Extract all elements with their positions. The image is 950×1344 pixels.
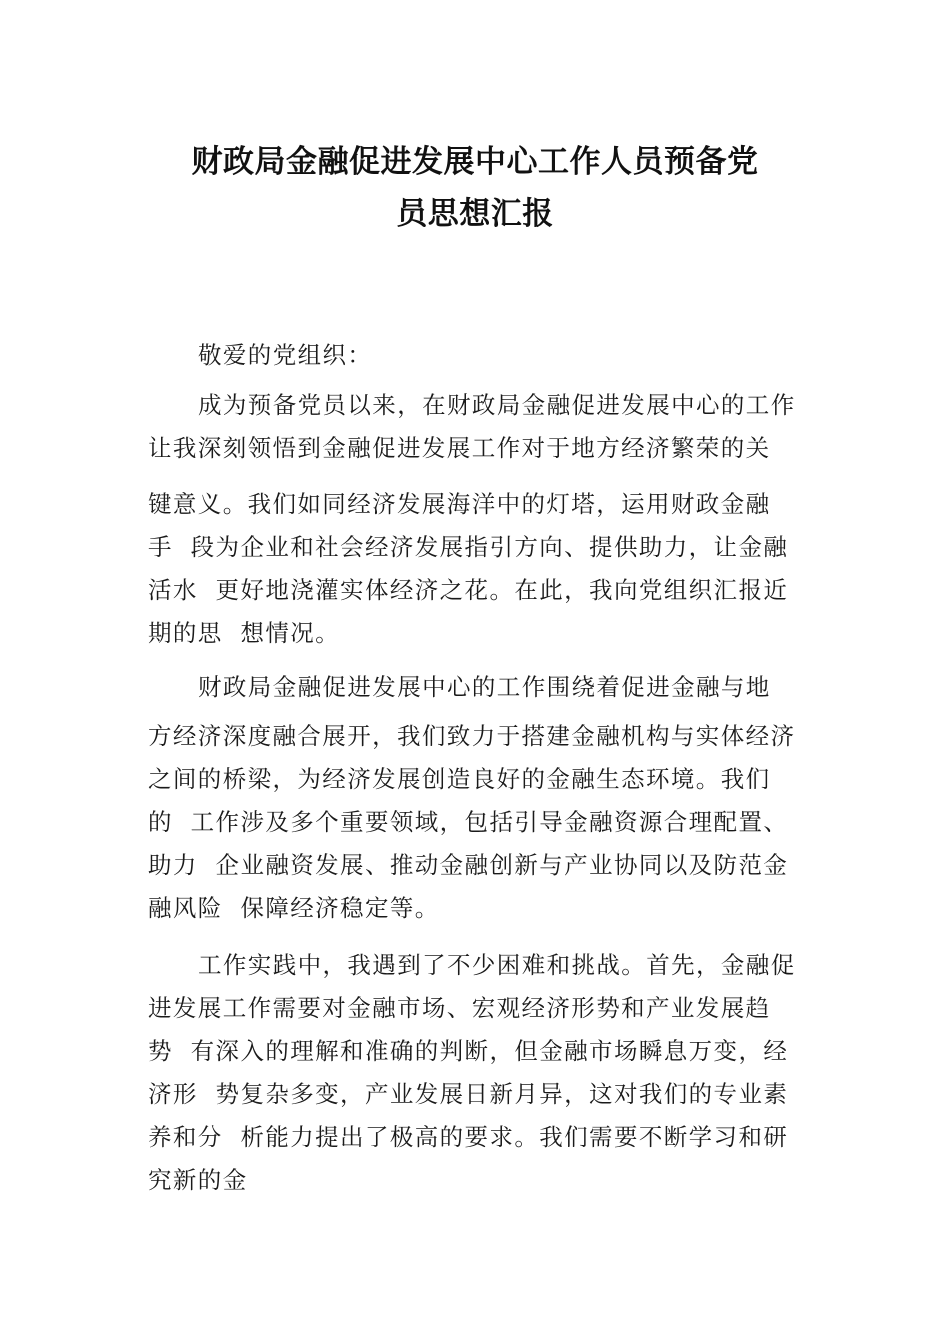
paragraph-2-line-2: 方经济深度融合展开，我们致力于搭建金融机构与实体经济 (148, 722, 796, 750)
paragraph-3-line-5: 养和分 析能力提出了极高的要求。我们需要不断学习和研 (148, 1123, 789, 1151)
paragraph-2-line-4: 的 工作涉及多个重要领域，包括引导金融资源合理配置、 (148, 808, 789, 836)
paragraph-1-line-4: 手 段为企业和社会经济发展指引方向、提供助力，让金融 (148, 533, 789, 561)
paragraph-1-line-6: 期的思 想情况。 (148, 619, 341, 647)
paragraph-2-line-1: 财政局金融促进发展中心的工作围绕着促进金融与地 (198, 673, 771, 701)
paragraph-3-line-1: 工作实践中，我遇到了不少困难和挑战。首先，金融促 (198, 951, 796, 979)
paragraph-1-line-5: 活水 更好地浇灌实体经济之花。在此，我向党组织汇报近 (148, 576, 789, 604)
paragraph-1-line-2: 让我深刻领悟到金融促进发展工作对于地方经济繁荣的关 (148, 434, 771, 462)
paragraph-2-line-3: 之间的桥梁，为经济发展创造良好的金融生态环境。我们 (148, 765, 771, 793)
paragraph-2-line-6: 融风险 保障经济稳定等。 (148, 894, 440, 922)
paragraph-1-line-3: 键意义。我们如同经济发展海洋中的灯塔，运用财政金融 (148, 490, 771, 518)
paragraph-3-line-2: 进发展工作需要对金融市场、宏观经济形势和产业发展趋 (148, 994, 771, 1022)
paragraph-3-line-4: 济形 势复杂多变，产业发展日新月异，这对我们的专业素 (148, 1080, 789, 1108)
paragraph-3-line-3: 势 有深入的理解和准确的判断，但金融市场瞬息万变，经 (148, 1037, 789, 1065)
greeting: 敬爱的党组织： (198, 341, 373, 369)
paragraph-3-line-6: 究新的金 (148, 1166, 248, 1194)
document-title-line-1: 财政局金融促进发展中心工作人员预备党 (191, 144, 759, 180)
document-title-line-2: 员思想汇报 (396, 196, 554, 232)
paragraph-2-line-5: 助力 企业融资发展、推动金融创新与产业协同以及防范金 (148, 851, 789, 879)
paragraph-1-line-1: 成为预备党员以来，在财政局金融促进发展中心的工作 (198, 391, 796, 419)
